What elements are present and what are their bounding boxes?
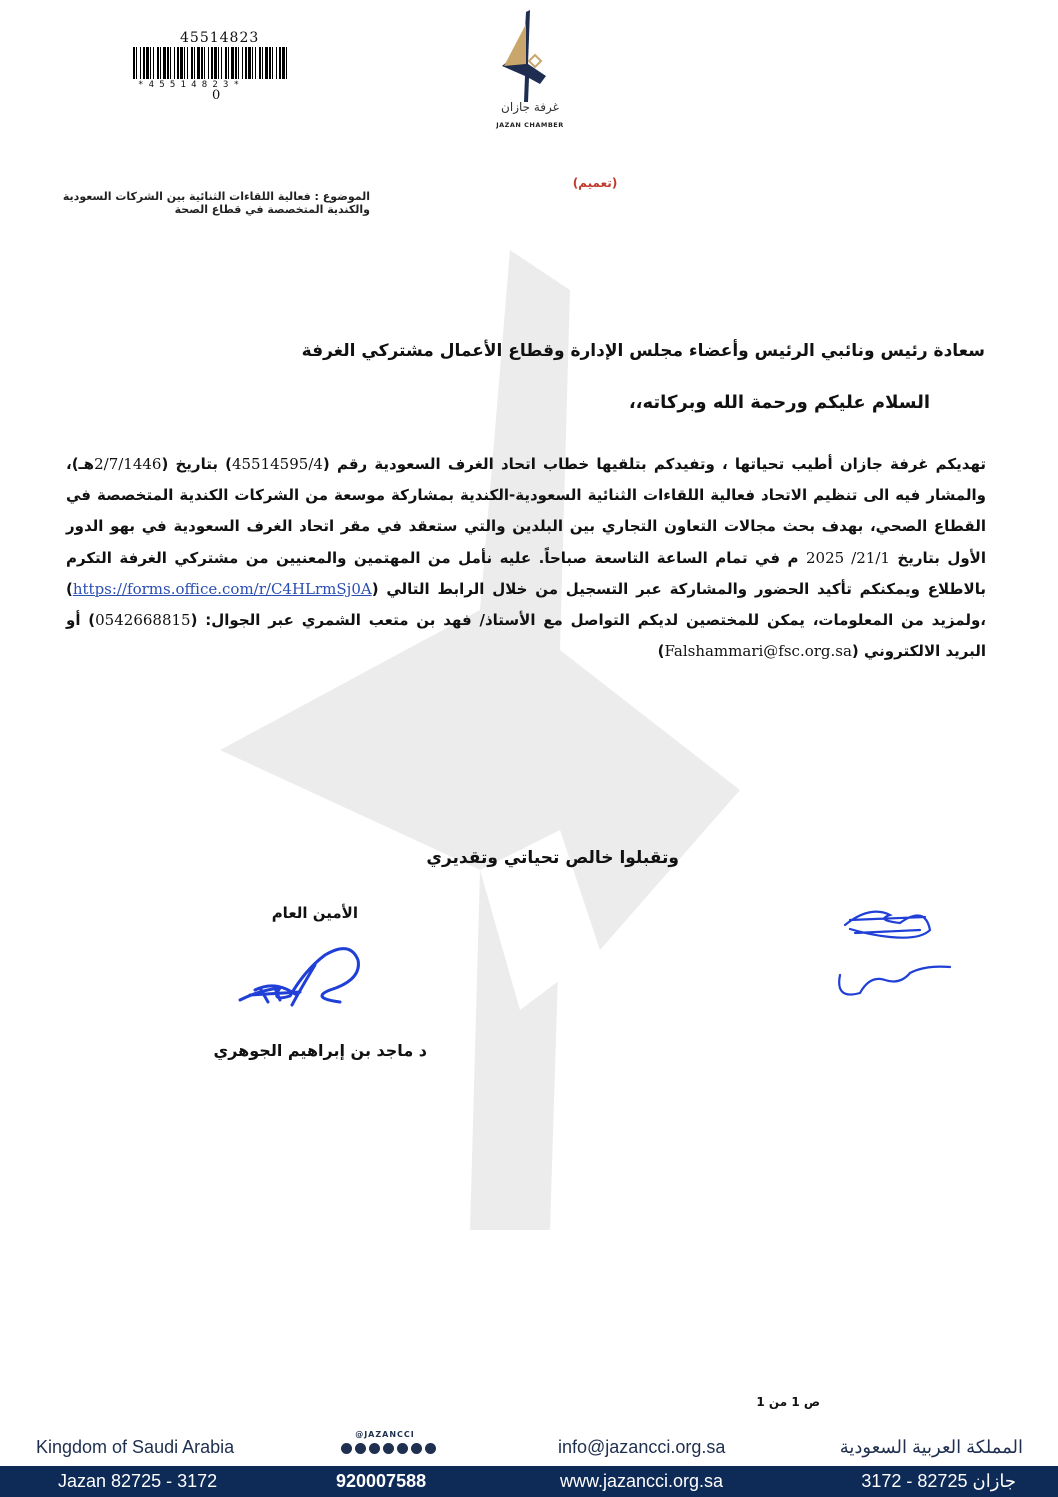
barcode-bar [143,47,145,79]
page-number: ص 1 من 1 [756,1395,820,1409]
linkedin-icon[interactable] [425,1443,436,1454]
facebook-icon[interactable] [383,1443,394,1454]
snapchat-icon[interactable] [341,1443,352,1454]
contact-email[interactable]: Falshammari@fsc.org.sa [664,642,852,661]
initials-signature [830,895,970,1015]
whatsapp-icon[interactable] [411,1443,422,1454]
greeting: السلام عليكم ورحمة الله وبركاته،، [628,392,930,413]
logo-arabic-text: غرفة جازان [501,100,559,114]
barcode-bar [282,47,285,79]
jazan-chamber-watermark [180,230,820,1230]
body-text: ) بتاريخ ( [161,455,232,473]
barcode-bar [177,47,179,79]
event-date: 21/1/ 2025 [805,548,890,567]
barcode-bar [211,47,213,79]
signatory-title: الأمين العام [271,904,358,922]
barcode-bar [194,47,195,79]
signatory-name: د ماجد بن إبراهيم الجوهري [213,1041,427,1060]
barcode-bar [197,47,200,79]
body-text: م في تمام الساعة التاسعة صباحاً. عليه نأمل من المهتمين والمعنيين من مشتركي الغرفة التكرم بالاطلاع ويمكنكم تأكيد الحضور والمشاركة عبر التسجيل من خلال الرابط التالي ( [66,548,986,598]
barcode-bar [208,47,209,79]
barcode-bar [248,47,251,79]
barcode-bar [136,47,137,79]
body-text: ) [657,642,665,661]
barcode-number: 45514823 [180,30,260,46]
body-text: ) ،ولمزيد من المعلومات، يمكن للمختصين لديكم التواصل مع الأستاذ/ فهد بن متعب الشمري عبر الجوال: ( [66,579,986,630]
registration-link[interactable]: https://forms.office.com/r/C4HLrmSj0A [72,579,372,598]
recipient-line: سعادة رئيس ونائبي الرئيس وأعضاء مجلس الإدارة وقطاع الأعمال مشتركي الغرفة [301,341,985,361]
subject-line-2: والكندية المتخصصة في قطاع الصحة [174,203,370,216]
closing-line: وتقبلوا خالص تحياتي وتقديري [426,848,679,868]
footer-address-en: Jazan 82725 - 3172 [58,1471,218,1491]
body-paragraph [66,449,986,667]
instagram-icon[interactable] [369,1443,380,1454]
footer-website[interactable]: www.jazancci.org.sa [560,1471,724,1491]
body-text: هـ)، والمشار فيه الى تنظيم الاتحاد فعالية اللقاءات الثنائية السعودية-الكندية بمشاركة موسعة من الشركات الكندية المتخصصة في القطاع الصحي، بهدف بحث مجالات التعاون التجاري بين البلدين والتي ستعقد في مقر اتحاد الغرف السعودية في بهو الدور الأول بتاريخ [66,455,986,567]
footer-phone[interactable]: 920007588 [336,1471,427,1491]
barcode-bar [146,47,149,79]
barcode-bar [259,47,261,79]
barcode-bar [157,47,159,79]
subject [20,190,370,216]
barcode-bar [214,47,217,79]
barcode-suffix: 0 [212,88,221,103]
barcode-bar [252,47,253,79]
barcode-bar [272,47,273,79]
barcode-bar [187,47,188,79]
barcode-bar [218,47,219,79]
barcode-bar [184,47,185,79]
barcode [133,47,293,79]
barcode-bar [160,47,161,79]
footer-email[interactable]: info@jazancci.org.sa [558,1437,726,1457]
barcode-bar [221,47,222,79]
body-text: تهديكم غرفة جازان أطيب تحياتها ، وتفيدكم بتلقيها خطاب اتحاد الغرف السعودية رقم ( [322,455,986,473]
footer-country-ar: المملكة العربية السعودية [839,1437,1023,1457]
barcode-bar [286,47,287,79]
barcode-bar [133,47,135,79]
letter-body [66,449,986,667]
contact-phone: 0542668815 [95,611,191,630]
barcode-bar [191,47,193,79]
jazan-chamber-logo [488,6,578,136]
footer-address-ar: جازان 82725 - 3172 [861,1471,1016,1491]
barcode-bar [231,47,234,79]
barcode-bar [242,47,243,79]
reference-number: 45514595/4 [231,455,323,473]
barcode-bar [174,47,175,79]
body-text: ) أو البريد الالكتروني ( [66,611,986,661]
barcode-bar [269,47,271,79]
barcode-bar [255,47,256,79]
barcode-bar [180,47,183,79]
barcode-bar [265,47,268,79]
barcode-bar [170,47,171,79]
barcode-bar [150,47,151,79]
barcode-bar [238,47,239,79]
reference-date: 2/7/1446 [94,455,162,473]
barcode-bar [228,47,229,79]
social-handle[interactable]: @JAZANCCI [355,1430,415,1439]
logo-english-text: JAZAN CHAMBER [496,121,564,129]
barcode-bar [167,47,169,79]
barcode-bar [225,47,227,79]
barcode-bar [279,47,281,79]
secretary-general-signature [230,930,370,1040]
social-icons [341,1443,436,1454]
barcode-human-readable: *45514823* [138,80,245,90]
barcode-bar [235,47,237,79]
barcode-bar [201,47,203,79]
x-icon[interactable] [397,1443,408,1454]
barcode-bar [140,47,141,79]
circular-label: (تعميم) [572,176,618,190]
youtube-icon[interactable] [355,1443,366,1454]
barcode-bar [276,47,277,79]
barcode-bar [245,47,247,79]
barcode-bar [163,47,166,79]
subject-line-1: الموضوع : فعالية اللقاءات الثنائية بين الشركات السعودية [62,190,370,203]
barcode-bar [204,47,205,79]
footer-country-en: Kingdom of Saudi Arabia [36,1437,235,1457]
barcode-bar [153,47,154,79]
footer-bar [0,1466,1058,1497]
barcode-bar [262,47,263,79]
footer-contact-row [0,1432,1058,1466]
